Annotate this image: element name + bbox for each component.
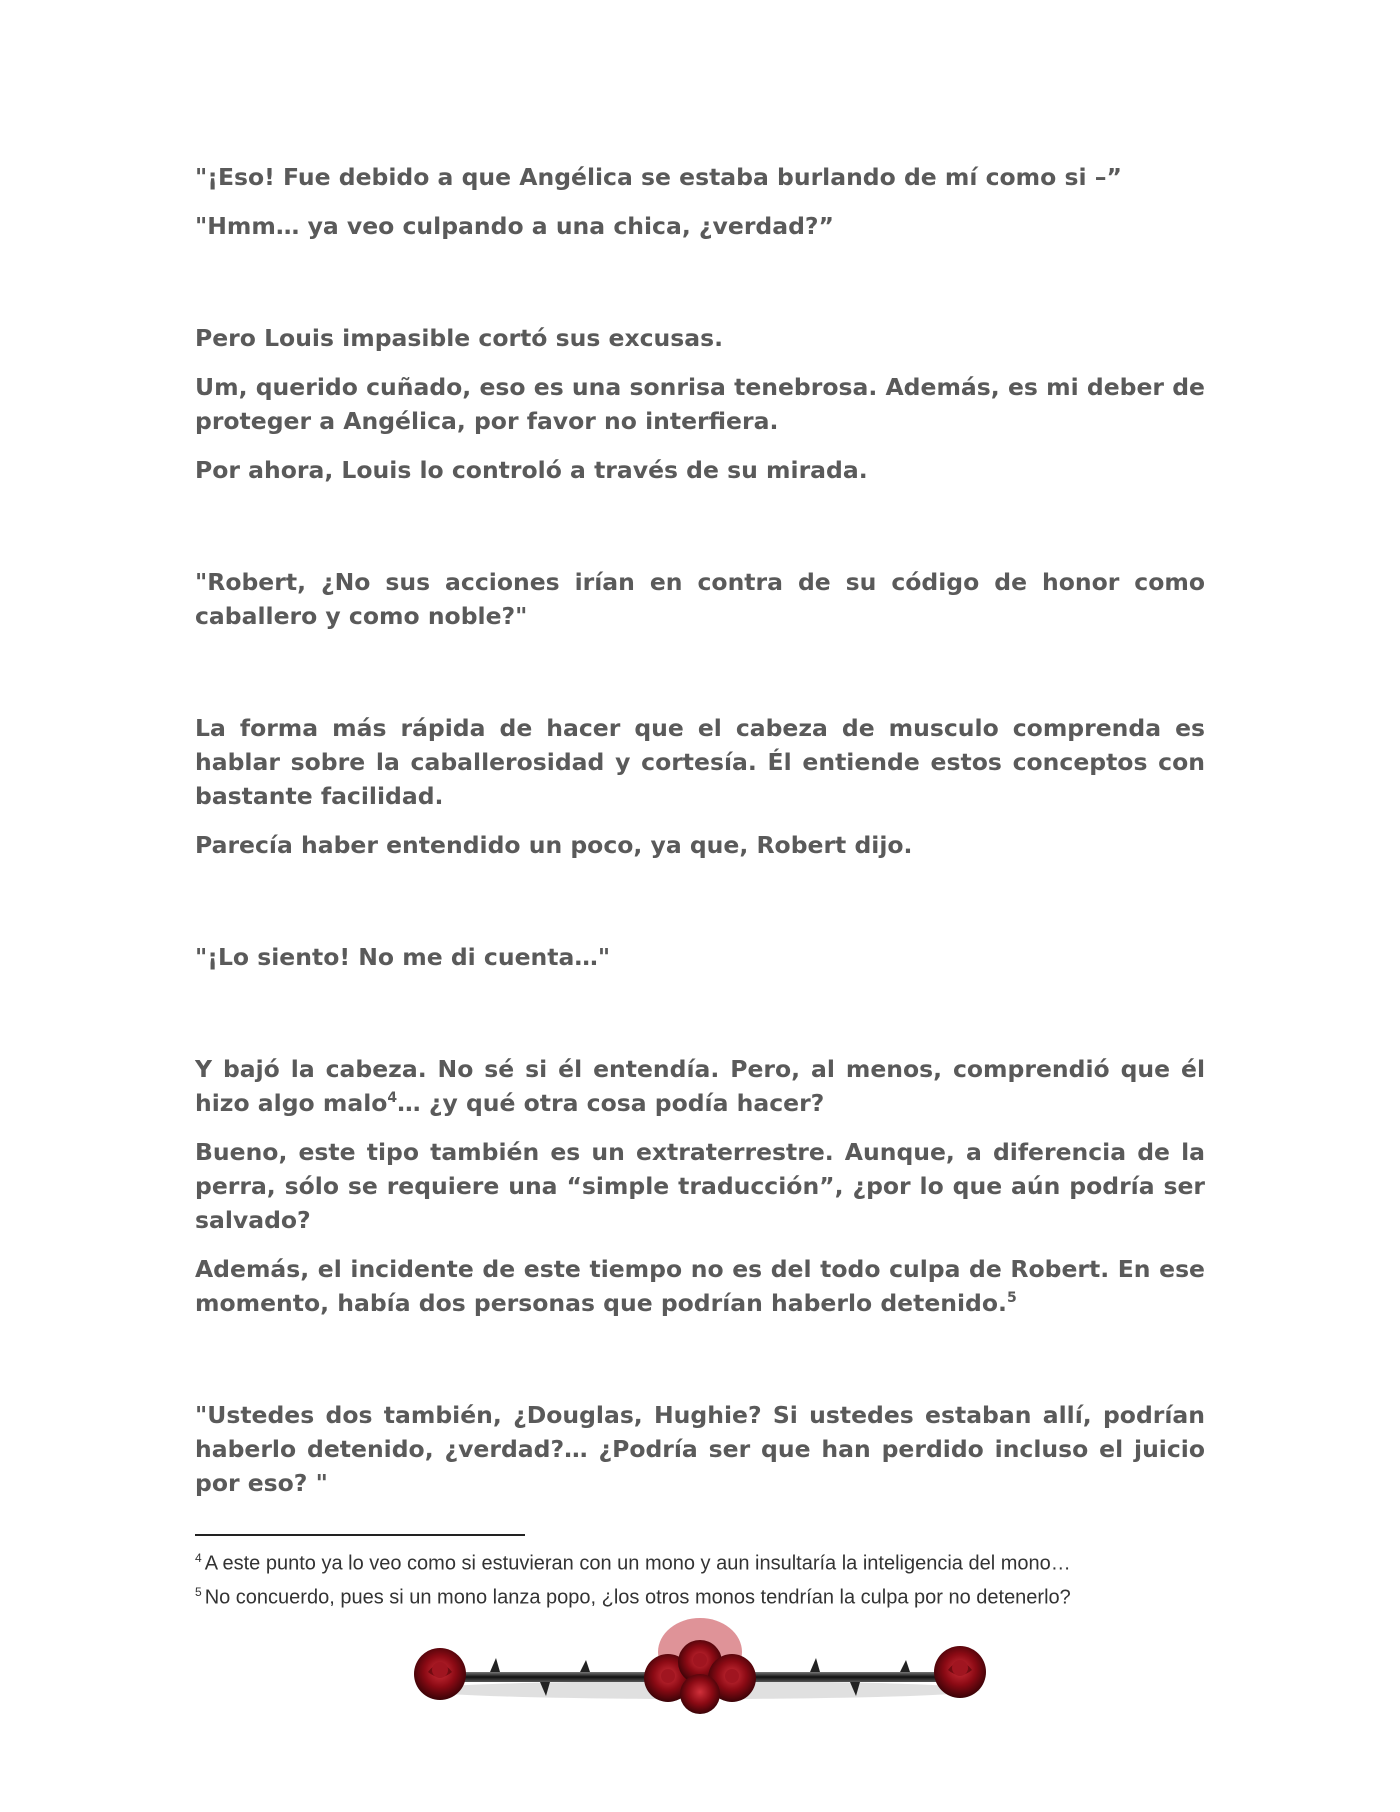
paragraph-2: "Hmm… ya veo culpando a una chica, ¿verdad?”: [195, 212, 834, 240]
footnote-ref-4[interactable]: 4: [387, 1090, 398, 1107]
paragraph-10: [195, 1052, 1205, 1120]
paragraph-11: Bueno, este tipo también es un extraterrestre. Aunque, a diferencia de la perra, sólo se requiere una “simple traducción”, ¿por lo que aún podría ser salvado?: [195, 1138, 1205, 1234]
footnote-text: No concuerdo, pues si un mono lanza popo, ¿los otros monos tendrían la culpa por no detenerlo?: [204, 1586, 1071, 1609]
paragraph-10-part-a: Y bajó la cabeza. No sé si él entendía. Pero, al menos, comprendió que él hizo algo malo: [195, 1055, 1205, 1117]
rose-right: [934, 1646, 986, 1698]
rose-center-cluster: [644, 1618, 756, 1714]
paragraph-4: Um, querido cuñado, eso es una sonrisa tenebrosa. Además, es mi deber de proteger a Angélica, por favor no interfiera.: [195, 373, 1205, 435]
paragraph-3: Pero Louis impasible cortó sus excusas.: [195, 324, 724, 352]
footnote-number: 4: [195, 1551, 202, 1565]
paragraph-8: Parecía haber entendido un poco, ya que, Robert dijo.: [195, 831, 913, 859]
footnote-number: 5: [195, 1584, 202, 1599]
rose-left: [414, 1648, 466, 1700]
footnote-separator: [195, 1534, 525, 1536]
paragraph-12: [195, 1252, 1205, 1320]
paragraph-12-part-a: Además, el incidente de este tiempo no es del todo culpa de Robert. En ese momento, había dos personas que podrían haberlo detenido.: [195, 1255, 1205, 1317]
paragraph-7: La forma más rápida de hacer que el cabeza de musculo comprenda es hablar sobre la caballerosidad y cortesía. Él entiende estos conceptos con bastante facilidad.: [195, 714, 1205, 810]
paragraph-1: "¡Eso! Fue debido a que Angélica se estaba burlando de mí como si –”: [195, 163, 1122, 191]
footnote-text: A este punto ya lo veo como si estuvieran con un mono y aun insultaría la inteligencia del mono…: [204, 1552, 1071, 1575]
paragraph-13: "Ustedes dos también, ¿Douglas, Hughie? Si ustedes estaban allí, podrían haberlo detenido, ¿verdad?… ¿Podría ser que han perdido incluso el juicio por eso? ": [195, 1401, 1205, 1497]
body-text: [195, 160, 1205, 1500]
paragraph-9: "¡Lo siento! No me di cuenta…": [195, 943, 611, 971]
footnote-ref-5[interactable]: 5: [1006, 1290, 1017, 1307]
paragraph-6: "Robert, ¿No sus acciones irían en contra de su código de honor como caballero y como noble?": [195, 568, 1205, 630]
rose-thorn-divider-icon: [400, 1612, 1000, 1722]
paragraph-5: Por ahora, Louis lo controló a través de su mirada.: [195, 456, 868, 484]
footnotes: [195, 1544, 1205, 1611]
paragraph-10-part-b: … ¿y qué otra cosa podía hacer?: [397, 1089, 825, 1117]
footnote-4: [195, 1544, 1205, 1578]
footnote-5: [195, 1578, 1205, 1612]
